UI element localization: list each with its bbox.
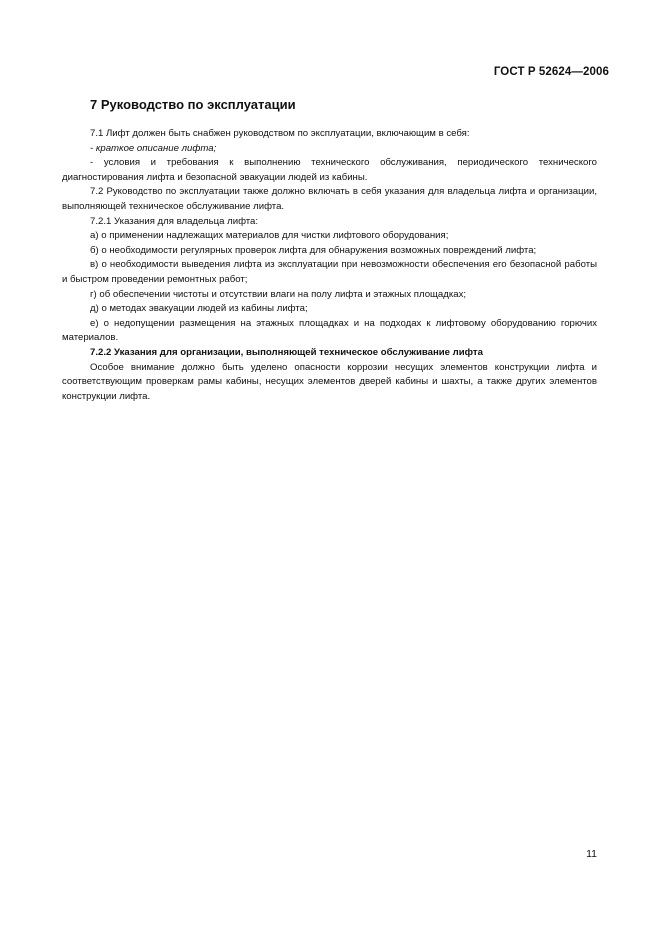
paragraph-7-2-1: 7.2.1 Указания для владельца лифта: — [90, 215, 259, 227]
page-number: 11 — [586, 848, 597, 860]
list-item-g: г) об обеспечении чистоты и отсутствии влаги на полу лифта и этажных площадках; — [90, 288, 467, 300]
paragraph-7-2: 7.2 Руководство по эксплуатации также должно включать в себя указания для владельца лифта и организации, выполняющей техническое обслуживание лифта. — [62, 186, 597, 212]
list-item-d: д) о методах эвакуации людей из кабины лифта; — [90, 303, 308, 315]
paragraph-7-2-2-body: Особое внимание должно быть уделено опасности коррозии несущих элементов конструкции лифта и соответствующим проверкам рамы кабины, несущих элементов дверей кабины и шахты, а также других элементов конструкции лифта. — [62, 361, 597, 402]
list-item-e: е) о недопущении размещения на этажных площадках и на подходах к лифтовому оборудованию горючих материалов. — [62, 317, 597, 344]
section-title: 7 Руководство по эксплуатации — [90, 97, 296, 112]
list-item-a: а) о применении надлежащих материалов для чистки лифтового оборудования; — [90, 230, 449, 242]
list-item-maintenance-conditions: - условия и требования к выполнению технического обслуживания, периодического технического диагностирования лифта и безопасной эвакуации людей из кабины. — [62, 157, 597, 183]
subsection-heading-7-2-2: 7.2.2 Указания для организации, выполняющей техническое обслуживание лифта — [90, 346, 483, 358]
section-body — [62, 127, 597, 404]
list-item-b: б) о необходимости регулярных проверок лифта для обнаружения возможных повреждений лифта; — [90, 244, 537, 256]
paragraph-7-1: 7.1 Лифт должен быть снабжен руководством по эксплуатации, включающим в себя: — [90, 128, 470, 139]
document-id-header: ГОСТ Р 52624—2006 — [493, 66, 609, 78]
list-item-v: в) о необходимости выведения лифта из эксплуатации при невозможности обеспечения его безопасной работы и быстром проведении ремонтных работ; — [62, 259, 597, 285]
list-item-brief-description: - краткое описание лифта; — [90, 142, 217, 154]
